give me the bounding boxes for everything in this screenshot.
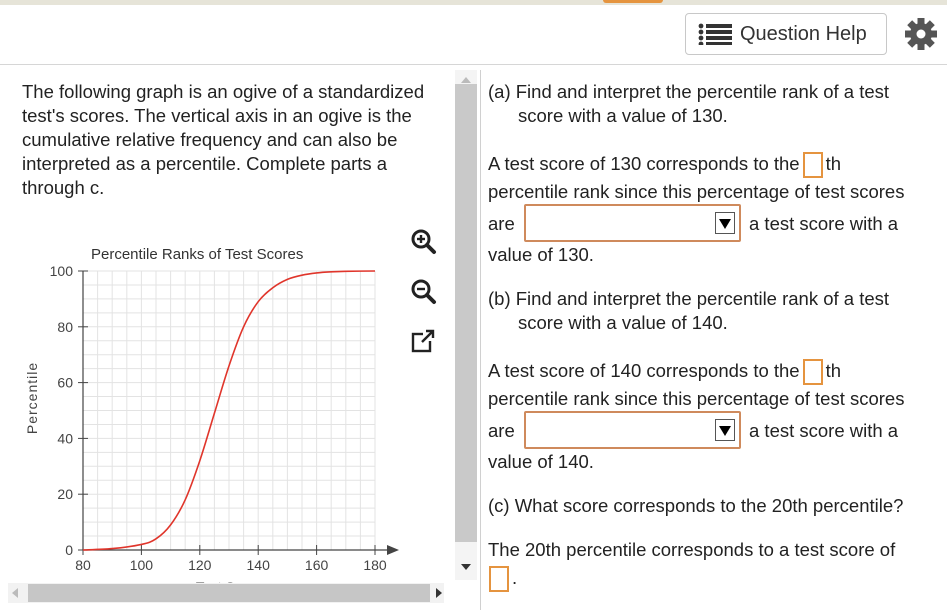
y-tick-label: 40 <box>57 430 73 447</box>
vertical-scrollbar[interactable] <box>455 70 477 580</box>
part-b-question-line2: score with a value of 140. <box>518 312 728 333</box>
intro-text: The following graph is an ogive of a standardized test's scores. The vertical axis in an ogive is the cumulative relative frequency and can also be interpreted as a percentile. Complete parts a through c. <box>22 81 425 198</box>
part-b-percentile-input[interactable] <box>803 359 823 385</box>
part-a-question <box>488 80 889 128</box>
gear-icon[interactable] <box>903 16 939 52</box>
scroll-right-arrow[interactable] <box>436 588 442 598</box>
x-tick-label: 100 <box>129 557 154 573</box>
list-icon <box>698 23 732 45</box>
y-tick-label: 80 <box>57 318 73 335</box>
part-a-question-line2: score with a value of 130. <box>518 105 728 126</box>
part-c-question: (c) What score corresponds to the 20th percentile? <box>488 495 904 516</box>
horizontal-scroll-thumb[interactable] <box>28 584 430 602</box>
part-a-line1-text: A test score of 130 corresponds to the <box>488 153 800 174</box>
chart-grid <box>83 271 375 550</box>
y-tick-label: 60 <box>57 374 73 391</box>
scroll-down-arrow[interactable] <box>461 564 471 570</box>
chart-title: Percentile Ranks of Test Scores <box>91 246 304 263</box>
header-divider <box>0 64 947 65</box>
part-a-line2: percentile rank since this percentage of test scores <box>488 181 905 202</box>
part-b-sentence-line1 <box>488 359 841 385</box>
question-help-button[interactable] <box>685 13 887 55</box>
x-tick-labels <box>75 557 387 573</box>
vertical-scroll-thumb[interactable] <box>455 84 477 542</box>
part-a-line3-pre: are <box>488 213 515 234</box>
part-c-score-input[interactable] <box>489 566 509 592</box>
part-b-line3-post: a test score with a <box>749 420 899 441</box>
zoom-out-icon[interactable] <box>408 276 438 306</box>
y-tick-label: 100 <box>49 263 73 279</box>
x-tick-label: 160 <box>304 557 329 573</box>
part-b-line2: percentile rank since this percentage of test scores <box>488 388 905 409</box>
y-tick-label: 0 <box>65 542 73 558</box>
zoom-in-icon[interactable] <box>408 226 438 256</box>
part-b-question <box>488 287 889 335</box>
x-axis-arrow <box>387 545 399 555</box>
part-b-comparison-dropdown[interactable] <box>524 411 741 449</box>
part-a-line3-post: a test score with a <box>749 213 899 234</box>
y-tick-label: 20 <box>57 486 73 503</box>
part-b-line3-pre: are <box>488 420 515 441</box>
part-a-percentile-input[interactable] <box>803 152 823 178</box>
part-b-line4: value of 140. <box>488 451 594 472</box>
chart-axes <box>78 271 399 555</box>
top-bar-accent <box>603 0 663 3</box>
part-a-question-line1: (a) Find and interpret the percentile rank of a test <box>488 81 890 102</box>
part-a-line4: value of 130. <box>488 244 594 265</box>
x-tick-label: 80 <box>75 557 91 573</box>
x-tick-label: 180 <box>363 557 387 573</box>
y-axis-label: Percentile <box>24 361 40 435</box>
scroll-left-arrow[interactable] <box>12 588 18 598</box>
part-a-th-suffix: th <box>825 153 842 174</box>
question-help-label: Question Help <box>740 22 867 45</box>
part-c-line1: The 20th percentile corresponds to a test score of <box>488 539 896 560</box>
external-link-icon[interactable] <box>408 326 438 356</box>
chevron-down-icon[interactable] <box>715 419 735 441</box>
horizontal-scrollbar[interactable] <box>8 583 444 603</box>
chevron-down-icon[interactable] <box>715 212 735 234</box>
top-bar <box>0 0 947 5</box>
part-a-comparison-dropdown[interactable] <box>524 204 741 242</box>
part-b-line1-text: A test score of 140 corresponds to the <box>488 360 800 381</box>
part-a-sentence-line1 <box>488 152 841 178</box>
y-tick-labels <box>50 263 74 558</box>
scroll-up-arrow[interactable] <box>461 77 471 83</box>
part-c-line2 <box>488 566 517 592</box>
ogive-chart <box>0 230 440 590</box>
part-b-question-line1: (b) Find and interpret the percentile rank of a test <box>488 288 890 309</box>
part-b-th-suffix: th <box>825 360 842 381</box>
panel-divider <box>480 70 481 610</box>
x-tick-label: 120 <box>188 557 212 573</box>
x-tick-label: 140 <box>246 557 270 573</box>
part-c-period: . <box>512 567 518 588</box>
